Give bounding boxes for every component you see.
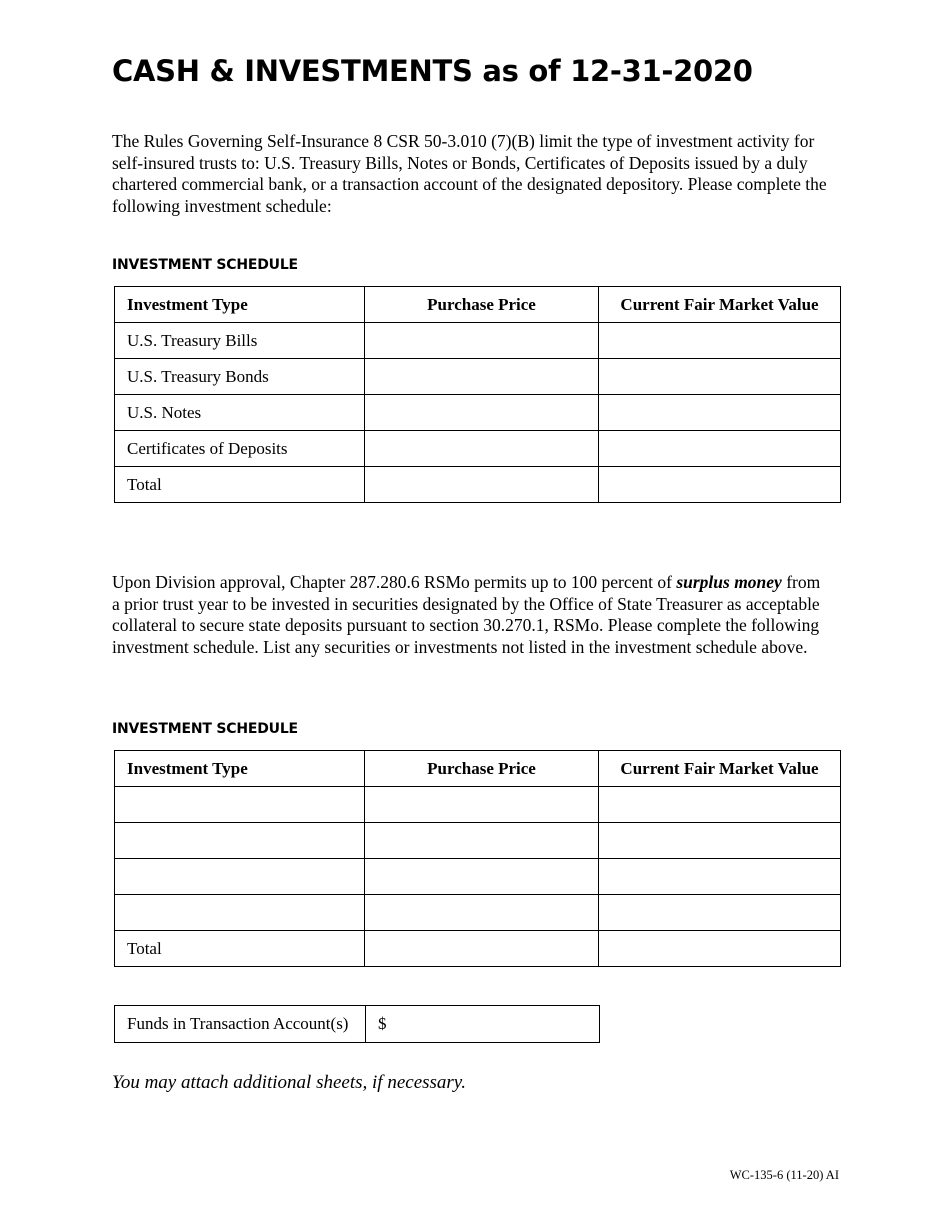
header-fair-market-value: Current Fair Market Value	[599, 751, 841, 787]
funds-amount-field[interactable]	[366, 1006, 600, 1043]
fair-market-value-cell[interactable]	[599, 431, 841, 467]
dollar-sign: $	[378, 1014, 387, 1033]
table-header-row	[115, 751, 841, 787]
investment-type-cell: Certificates of Deposits	[115, 431, 365, 467]
fair-market-value-total-cell[interactable]	[599, 931, 841, 967]
investment-type-cell: Total	[115, 467, 365, 503]
investment-type-cell: U.S. Notes	[115, 395, 365, 431]
investment-type-cell: U.S. Treasury Bills	[115, 323, 365, 359]
surplus-paragraph-start: Upon Division approval, Chapter 287.280.6 RSMo permits up to 100 percent of	[112, 572, 677, 592]
header-investment-type: Investment Type	[115, 751, 365, 787]
header-purchase-price: Purchase Price	[365, 751, 599, 787]
purchase-price-cell[interactable]	[365, 359, 599, 395]
table-row	[115, 323, 841, 359]
investment-type-cell: U.S. Treasury Bonds	[115, 359, 365, 395]
purchase-price-total-cell[interactable]	[365, 931, 599, 967]
investment-schedule-table-2	[114, 750, 841, 967]
header-purchase-price: Purchase Price	[365, 287, 599, 323]
fair-market-value-cell[interactable]	[599, 359, 841, 395]
fair-market-value-cell[interactable]	[599, 787, 841, 823]
investment-type-cell[interactable]	[115, 787, 365, 823]
investment-type-cell[interactable]	[115, 895, 365, 931]
surplus-paragraph	[112, 572, 832, 659]
intro-paragraph: The Rules Governing Self-Insurance 8 CSR 50-3.010 (7)(B) limit the type of investment activity for self-insured trusts to: U.S. Treasury Bills, Notes or Bonds, Certificates of Deposits issued by a duly chartered commercial bank, or a transaction account of the designated depository. Please complete the following investment schedule:	[112, 131, 827, 217]
table-row-total	[115, 467, 841, 503]
form-id: WC-135-6 (11-20) AI	[729, 1168, 839, 1182]
fair-market-value-cell[interactable]	[599, 859, 841, 895]
schedule-2-label: INVESTMENT SCHEDULE	[112, 721, 298, 737]
investment-type-cell[interactable]	[115, 823, 365, 859]
purchase-price-cell[interactable]	[365, 323, 599, 359]
surplus-money-emphasis: surplus money	[676, 572, 782, 592]
surplus-paragraph-end: from a prior trust year to be invested in securities designated by the Office of State Treasurer as acceptable collateral to secure state deposits pursuant to section 30.270.1, RSMo. Please complete the following investment schedule. List any securities or investments not listed in the investment schedule above.	[112, 572, 821, 658]
funds-transaction-table	[114, 1005, 600, 1043]
fair-market-value-total-cell[interactable]	[599, 467, 841, 503]
fair-market-value-cell[interactable]	[599, 395, 841, 431]
page-title: CASH & INVESTMENTS as of 12-31-2020	[112, 54, 753, 88]
purchase-price-cell[interactable]	[365, 823, 599, 859]
table-row	[115, 895, 841, 931]
fair-market-value-cell[interactable]	[599, 323, 841, 359]
funds-label: Funds in Transaction Account(s)	[115, 1006, 366, 1043]
table-row	[115, 823, 841, 859]
table-row	[115, 431, 841, 467]
purchase-price-cell[interactable]	[365, 431, 599, 467]
table-row	[115, 359, 841, 395]
table-header-row	[115, 287, 841, 323]
table-row-total	[115, 931, 841, 967]
header-investment-type: Investment Type	[115, 287, 365, 323]
additional-sheets-note: You may attach additional sheets, if necessary.	[112, 1072, 466, 1093]
purchase-price-cell[interactable]	[365, 895, 599, 931]
table-row	[115, 859, 841, 895]
funds-row	[115, 1006, 600, 1043]
purchase-price-cell[interactable]	[365, 859, 599, 895]
purchase-price-cell[interactable]	[365, 395, 599, 431]
table-row	[115, 787, 841, 823]
schedule-1-label: INVESTMENT SCHEDULE	[112, 257, 298, 273]
purchase-price-total-cell[interactable]	[365, 467, 599, 503]
fair-market-value-cell[interactable]	[599, 823, 841, 859]
purchase-price-cell[interactable]	[365, 787, 599, 823]
fair-market-value-cell[interactable]	[599, 895, 841, 931]
header-fair-market-value: Current Fair Market Value	[599, 287, 841, 323]
investment-type-cell: Total	[115, 931, 365, 967]
investment-schedule-table-1	[114, 286, 841, 503]
investment-type-cell[interactable]	[115, 859, 365, 895]
table-row	[115, 395, 841, 431]
